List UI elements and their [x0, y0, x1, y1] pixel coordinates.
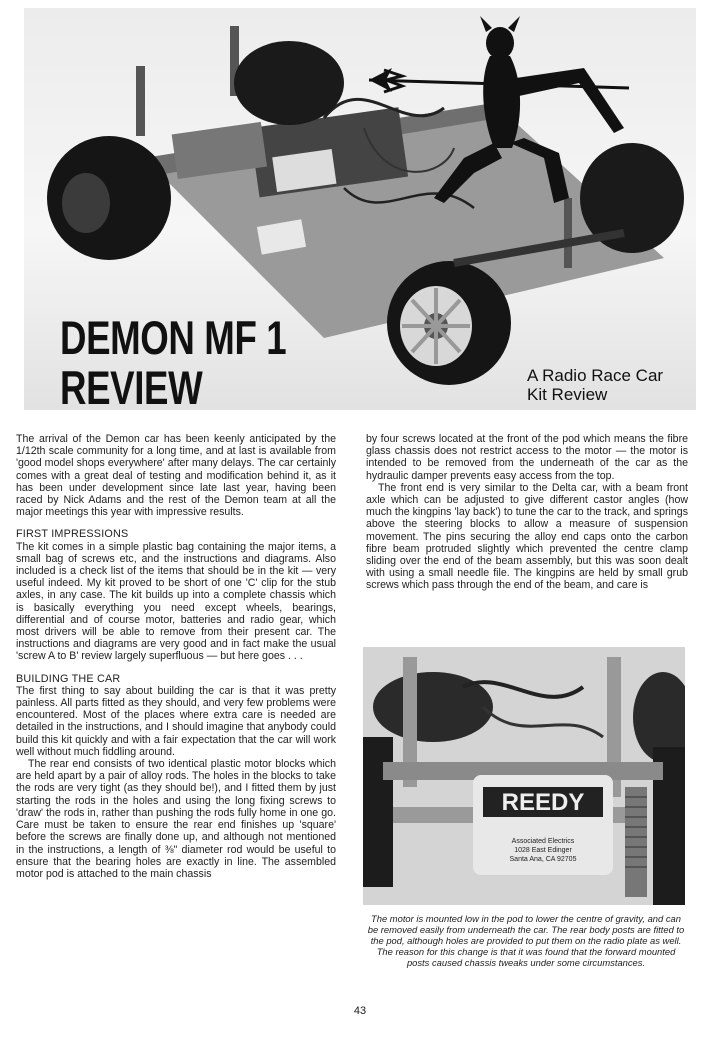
paragraph-intro: The arrival of the Demon car has been keenly anticipated by the 1/12th scale community for a long time, and at last is available from 'good model shops everywhere' after many delays. The car certainly comes with a great deal of testing and modification behind it, as it has been under development since late last year, having been raced by Nick Adams and the rest of the Demon team at all the major meetings this year with impressive results. — [16, 433, 336, 519]
paragraph-motor-pod: by four screws located at the front of the pod which means the fibre glass chassis does not restrict access to the motor — the motor is intended to be removed from the underneath of the car as the hydraulic damper prevents easy access from the top. — [366, 433, 688, 482]
heading-first-impressions: FIRST IMPRESSIONS — [16, 528, 129, 541]
left-column — [16, 433, 336, 880]
subtitle-line-2: Kit Review — [527, 385, 608, 404]
paragraph-front-end: The front end is very similar to the Delta car, with a beam front axle which can be adjusted to give different castor angles (how much the kingpins 'lay back') to tune the car to the track, and springs above the steering blocks to allow a measure of suspension movement. The pins securing the alloy end caps onto the carbon fibre beam protruded slightly which prevented the centre clamp sliding over the end of the beam assembly, but this was soon dealt with using a small needle file. The kingpins are held by small grub screws which pass through the end of the beam, and care is — [366, 481, 688, 592]
photo-caption: The motor is mounted low in the pod to lower the centre of gravity, and can be removed easily from underneath the car. The rear body posts are fitted to the pod, although holes are provided to put them on the radio plate as well. The reason for this change is that it was found that the forward mounted posts caused chassis tweaks under some circumstances. — [367, 913, 685, 968]
page-number: 43 — [353, 1005, 367, 1017]
title-line-2: REVIEW — [60, 361, 203, 410]
rear-wheel-right — [234, 41, 344, 125]
motor-label-line1: Associated Electrics — [511, 838, 575, 845]
body-post — [564, 198, 572, 268]
subtitle-line-1: A Radio Race Car — [527, 366, 664, 385]
body-post — [136, 66, 145, 136]
title-line-1: DEMON MF 1 — [60, 311, 287, 364]
hero-photo — [24, 8, 696, 410]
motor-label-line2: 1028 East Edinger — [514, 847, 572, 854]
heading-building-the-car: BUILDING THE CAR — [16, 672, 121, 685]
article-title — [60, 313, 286, 410]
paragraph-building-2: The rear end consists of two identical plastic motor blocks which are held apart by a pair of alloy rods. The holes in the blocks to take the rods are very tight (as they should be!), and I fitted them by just starting the rods in the holes and using the long fixing screws to 'draw' the rods in, rather than pushing the rods fully home in one go. Care must be taken to ensure the rear end finishes up 'square' before the screws are finally done up, and although not mentioned in the instructions, a length of ⅜" diameter rod would be useful to ensure that the bearing holes are exactly in line. The assembled motor pod is attached to the main chassis — [16, 758, 336, 880]
paragraph-building-1: The first thing to say about building the car is that it was pretty painless. All parts fitted as they should, and very few problems were encountered. Most of the places where extra care is needed are detailed in the instructions, and I should imagine that anybody could build this kit quickly and with a fair expectation that the car will work well without much fiddling around. — [16, 684, 336, 758]
motor-label-big: REEDY — [501, 789, 585, 816]
article-subtitle — [527, 366, 663, 404]
motor-photo — [363, 647, 685, 905]
motor-illustration — [363, 647, 685, 905]
motor-label-line3: Santa Ana, CA 92705 — [509, 856, 577, 863]
paragraph-first-impressions: The kit comes in a simple plastic bag containing the major items, a small bag of screws etc, and the instructions and diagrams. Also included is a check list of the items that should be in the kit — very useful indeed. My kit proved to be short of one 'C' clip for the stub axles, in any case. The kit builds up into a complete chassis which is basically everything you need except wheels, bearings, differential and of course motor, batteries and radio gear, which most drivers will be able to remove from their present car. The instructions and diagrams are very good and in fact make the usual 'screw A to B' review largely superfluous — but here goes . . . — [16, 540, 336, 663]
right-column — [366, 433, 688, 592]
